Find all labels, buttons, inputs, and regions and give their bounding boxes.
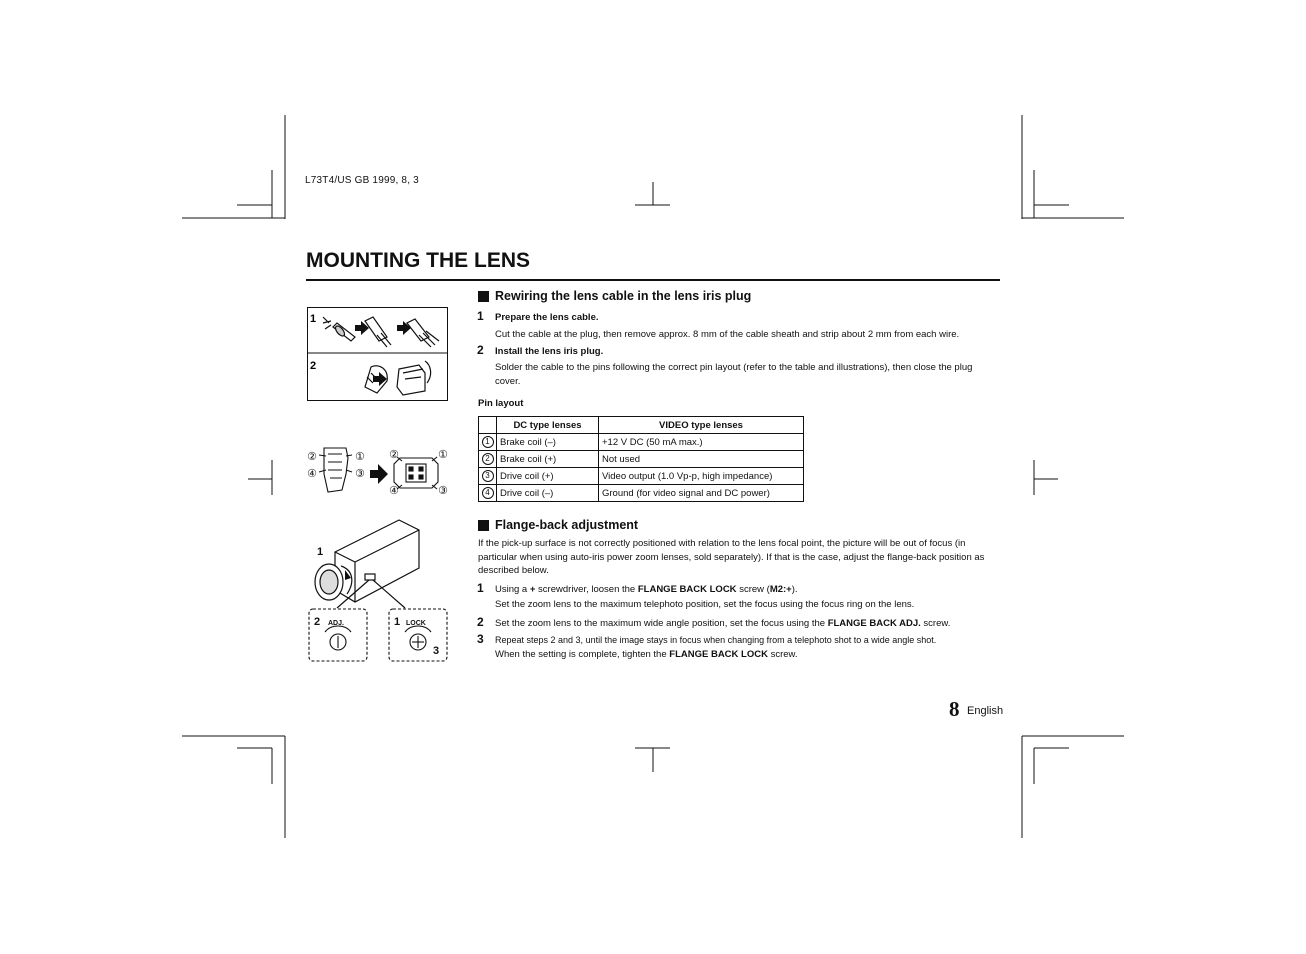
fig3-label-2: 2 bbox=[314, 616, 321, 628]
rewiring-step-1-number: 1 bbox=[477, 309, 484, 323]
dc-cell: Brake coil (–) bbox=[497, 434, 599, 451]
fig3-label-1: 1 bbox=[317, 546, 324, 558]
flange-step-3-line2: When the setting is complete, tighten the FLANGE BACK LOCK screw. bbox=[495, 649, 798, 660]
document-code: L73T4/US GB 1999, 8, 3 bbox=[305, 175, 419, 186]
section-bullet-icon bbox=[478, 520, 489, 531]
flange-back-adj-term: FLANGE BACK ADJ. bbox=[827, 618, 921, 629]
fig1-step-2-label: 2 bbox=[310, 360, 317, 372]
pin-number: 4 bbox=[482, 487, 494, 499]
flange-back-lock-term: FLANGE BACK LOCK bbox=[637, 584, 737, 595]
flange-step-3-line1: Repeat steps 2 and 3, until the image stays in focus when changing from a telephoto shot to a wide angle shot. bbox=[495, 635, 937, 645]
pin-layout-figure bbox=[306, 444, 452, 500]
table-row bbox=[479, 485, 804, 502]
rewiring-step-2-text: Solder the cable to the pins following the correct pin layout (refer to the table and illustrations), then close the plug cover. bbox=[495, 362, 973, 387]
table-row bbox=[479, 468, 804, 485]
table-row bbox=[479, 434, 804, 451]
flange-step-1-number: 1 bbox=[477, 581, 484, 595]
flange-heading-text: Flange-back adjustment bbox=[495, 518, 639, 532]
pin-number: 1 bbox=[482, 436, 494, 448]
rewiring-heading bbox=[478, 289, 751, 303]
video-cell: +12 V DC (50 mA max.) bbox=[599, 434, 804, 451]
dc-cell: Drive coil (–) bbox=[497, 485, 599, 502]
pin-1-label: ① bbox=[355, 450, 365, 463]
plug-pin-3-label: ③ bbox=[438, 484, 448, 497]
adj-label: ADJ. bbox=[328, 620, 344, 627]
pin-column-header bbox=[479, 417, 497, 434]
video-cell: Not used bbox=[599, 451, 804, 468]
dc-column-header: DC type lenses bbox=[497, 417, 599, 434]
dc-cell: Brake coil (+) bbox=[497, 451, 599, 468]
pin-3-label: ③ bbox=[355, 467, 365, 480]
flange-step-2-text: Set the zoom lens to the maximum wide angle position, set the focus using the FLANGE BACK ADJ. screw. bbox=[495, 618, 951, 629]
flange-step-1-text: Using a + screwdriver, loosen the FLANGE BACK LOCK screw (M2:+). bbox=[495, 584, 798, 595]
page-title: MOUNTING THE LENS bbox=[306, 249, 530, 272]
flange-step-1-line2: Set the zoom lens to the maximum telephoto position, set the focus using the focus ring on the lens. bbox=[495, 599, 915, 610]
flange-back-figure bbox=[307, 516, 452, 664]
fig1-step-1-label: 1 bbox=[310, 313, 317, 325]
pin-layout-caption: Pin layout bbox=[478, 398, 524, 409]
rewiring-step-2-number: 2 bbox=[477, 343, 484, 357]
page-number: 8 bbox=[949, 697, 960, 721]
flange-intro: If the pick-up surface is not correctly positioned with relation to the lens focal point, the picture will be out of focus (in particular when using auto-iris power zoom lenses, sold separately). If that is the case, adjust the flange-back position as described below. bbox=[478, 538, 985, 576]
pin-layout-table bbox=[478, 416, 804, 502]
video-cell: Video output (1.0 Vp-p, high impedance) bbox=[599, 468, 804, 485]
language-label: English bbox=[967, 705, 1004, 717]
plug-pin-4-label: ④ bbox=[389, 484, 399, 497]
rewiring-step-2-title: Install the lens iris plug. bbox=[495, 346, 604, 357]
flange-back-lock-term: FLANGE BACK LOCK bbox=[669, 649, 768, 660]
table-row bbox=[479, 451, 804, 468]
video-cell: Ground (for video signal and DC power) bbox=[599, 485, 804, 502]
rewiring-step-1-title: Prepare the lens cable. bbox=[495, 312, 599, 323]
pin-4-label: ④ bbox=[307, 467, 317, 480]
plug-pin-1-label: ① bbox=[438, 448, 448, 461]
plug-pin-2-label: ② bbox=[389, 448, 399, 461]
section-bullet-icon bbox=[478, 291, 489, 302]
video-column-header: VIDEO type lenses bbox=[599, 417, 804, 434]
pin-number: 3 bbox=[482, 470, 494, 482]
fig3-label-3: 3 bbox=[433, 645, 440, 657]
title-underline bbox=[306, 279, 1000, 281]
rewiring-heading-text: Rewiring the lens cable in the lens iris plug bbox=[495, 289, 752, 303]
fig3-lock-number: 1 bbox=[394, 616, 401, 628]
rewiring-step-1-text: Cut the cable at the plug, then remove approx. 8 mm of the cable sheath and strip about 2 mm from each wire. bbox=[495, 329, 960, 340]
flange-step-2-number: 2 bbox=[477, 615, 484, 629]
cable-prep-figure bbox=[307, 307, 449, 402]
pin-number: 2 bbox=[482, 453, 494, 465]
flange-step-3-number: 3 bbox=[477, 632, 484, 646]
table-header-row bbox=[479, 417, 804, 434]
lock-label: LOCK bbox=[406, 620, 426, 627]
pin-2-label: ② bbox=[307, 450, 317, 463]
flange-heading bbox=[478, 518, 638, 532]
dc-cell: Drive coil (+) bbox=[497, 468, 599, 485]
